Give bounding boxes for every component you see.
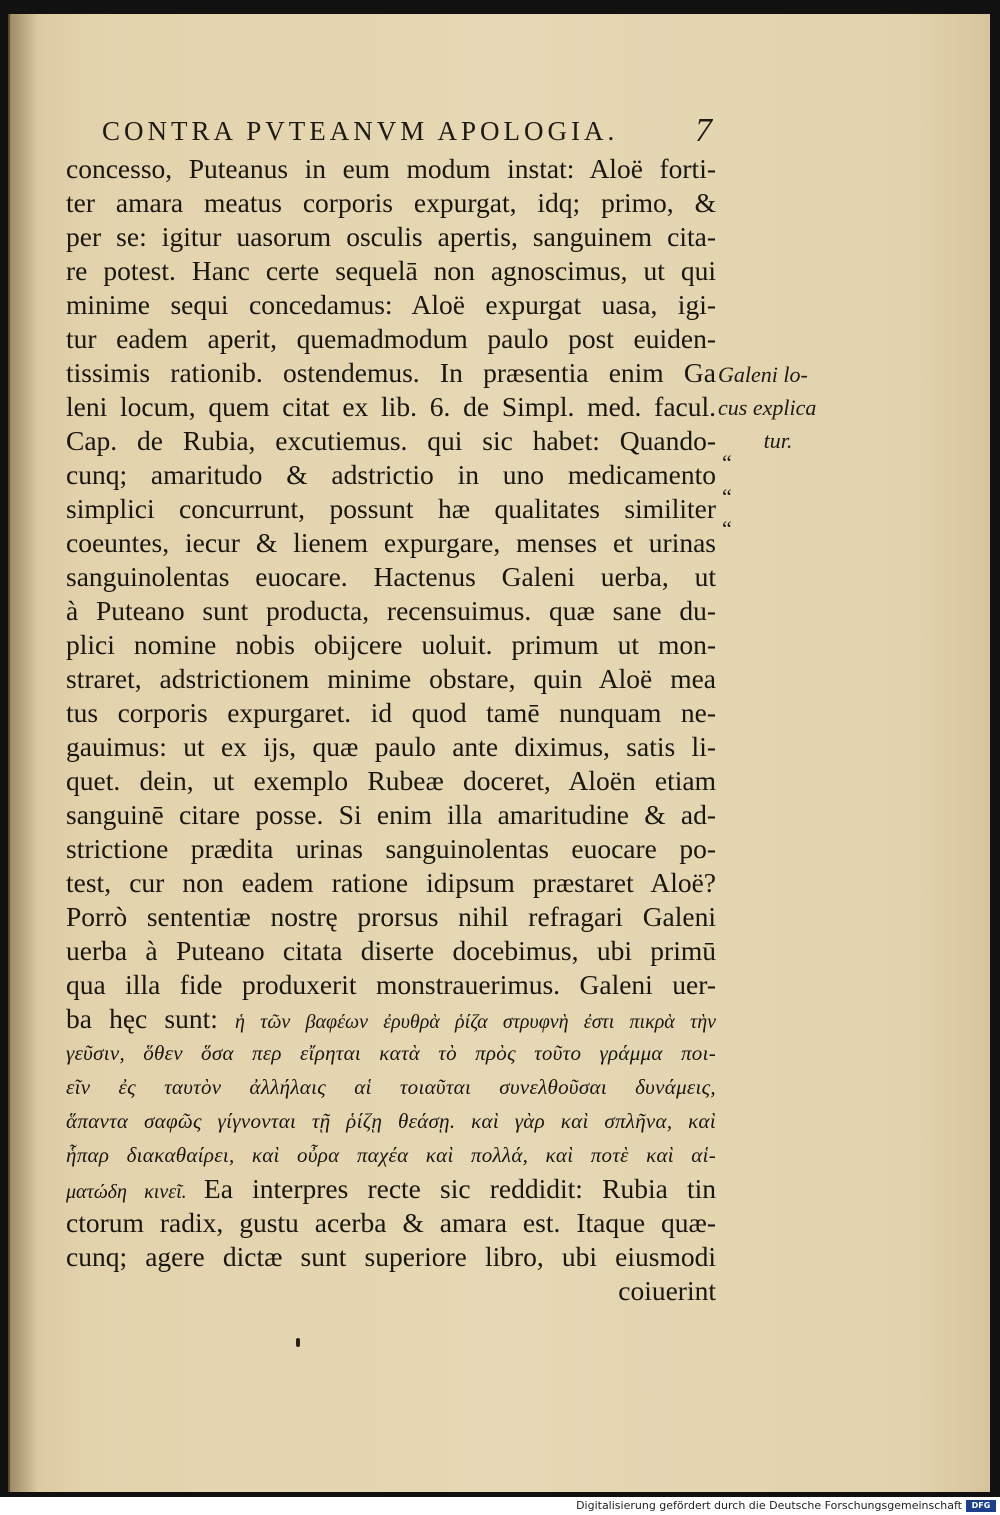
text-line: straret, adstrictionem minime obstare, quin Aloë mea — [66, 663, 716, 694]
text-line: quet. dein, ut exemplo Rubeæ doceret, Aloën etiam — [66, 765, 716, 796]
greek-quote-line: εῖν ἐς ταυτὸν ἀλλήλαις αἱ τοιαῦται συνελθοῦσαι δυνάμεις, — [66, 1075, 716, 1099]
text-line: simplici concurrunt, possunt hæ qualitates similiter — [66, 493, 716, 524]
text-line: cunq; agere dictæ sunt superiore libro, ubi eiusmodi — [66, 1241, 716, 1272]
mixed-greek-latin-line — [66, 1172, 716, 1206]
text-line: tus corporis expurgaret. id quod tamē nunquam ne- — [66, 697, 716, 728]
text-line: per se: igitur uasorum osculis apertis, sanguinem cita- — [66, 221, 716, 252]
quote-mark: “ — [722, 450, 732, 475]
text-line: cunq; amaritudo & adstrictio in uno medicamento — [66, 459, 716, 490]
text-line: test, cur non eadem ratione idipsum præstaret Aloë? — [66, 867, 716, 898]
text-line: uerba à Puteano citata diserte docebimus, ubi primū — [66, 935, 716, 966]
text-line: strictione prædita urinas sanguinolentas euocare po- — [66, 833, 716, 864]
text-line: leni locum, quem citat ex lib. 6. de Simpl. med. facul. — [66, 391, 716, 422]
text-line: à Puteano sunt producta, recensuimus. quæ sane du- — [66, 595, 716, 626]
main-text-block — [66, 152, 716, 1308]
ink-speck — [296, 1338, 300, 1347]
footer-bar — [0, 1497, 1000, 1515]
running-head: CONTRA PVTEANVM APOLOGIA. — [102, 116, 619, 146]
text-line: ctorum radix, gustu acerba & amara est. Itaque quæ- — [66, 1207, 716, 1238]
text-line: sanguinē citare posse. Si enim illa amaritudine & ad- — [66, 799, 716, 830]
quote-mark: “ — [722, 516, 732, 541]
greek-quote-line: γεῦσιν, ὅθεν ὅσα περ εἴρηται κατὰ τὸ πρὸς τοῦτο γράμμα ποι- — [66, 1041, 716, 1065]
text-line: gauimus: ut ex ijs, quæ paulo ante diximus, satis li- — [66, 731, 716, 762]
latin-fragment: Ea interpres recte sic reddidit: Rubia tin — [203, 1173, 716, 1204]
text-line: ter amara meatus corporis expurgat, idq; primo, & — [66, 187, 716, 218]
greek-quote-line: ἅπαντα σαφῶς γίγνονται τῇ ῥίζῃ θεάσῃ. καὶ γὰρ καὶ σπλῆνα, καὶ — [66, 1109, 716, 1133]
funding-notice: Digitalisierung gefördert durch die Deutsche Forschungsgemeinschaft — [576, 1499, 962, 1512]
page-number: 7 — [695, 112, 712, 149]
catchword: coiuerint — [618, 1275, 716, 1306]
page-header — [102, 112, 712, 152]
greek-fragment: ματώδη κινεῖ. — [66, 1181, 204, 1203]
marginal-note-line: Galeni lo- — [718, 362, 808, 387]
page-gutter-shadow — [8, 14, 38, 1492]
text-line: sanguinolentas euocare. Hactenus Galeni uerba, ut — [66, 561, 716, 592]
greek-quote-line: ἧπαρ διακαθαίρει, καὶ οὖρα παχέα καὶ πολλά, καὶ ποτὲ καὶ αἱ- — [66, 1143, 716, 1167]
mixed-latin-greek-line — [66, 1002, 716, 1036]
text-line: plici nomine nobis obijcere uoluit. primum ut mon- — [66, 629, 716, 660]
text-line: tissimis rationib. ostendemus. In præsentia enim Ga — [66, 357, 716, 388]
quote-mark: “ — [722, 484, 732, 509]
marginal-note-line: cus explica — [718, 395, 817, 420]
text-line: tur eadem aperit, quemadmodum paulo post euiden- — [66, 323, 716, 354]
dfg-logo: DFG — [966, 1500, 996, 1512]
text-line: Cap. de Rubia, excutiemus. qui sic habet: Quando- — [66, 425, 716, 456]
text-line: concesso, Puteanus in eum modum instat: Aloë forti- — [66, 153, 716, 184]
text-line: re potest. Hanc certe sequelā non agnoscimus, ut qui — [66, 255, 716, 286]
latin-fragment: ba hęc sunt: — [66, 1003, 235, 1034]
marginal-note-line: tur. — [763, 428, 793, 453]
text-line: coeuntes, iecur & lienem expurgare, menses et urinas — [66, 527, 716, 558]
text-line: qua illa fide produxerit monstrauerimus. Galeni uer- — [66, 969, 716, 1000]
text-line: minime sequi concedamus: Aloë expurgat uasa, igi- — [66, 289, 716, 320]
greek-fragment: ἡ τῶν βαφέων ἐρυθρὰ ῥίζα στρυφνὴ ἐστι πικρὰ τὴν — [234, 1011, 716, 1033]
marginal-note — [718, 358, 838, 457]
text-line: Porrò sententiæ nostrę prorsus nihil refragari Galeni — [66, 901, 716, 932]
